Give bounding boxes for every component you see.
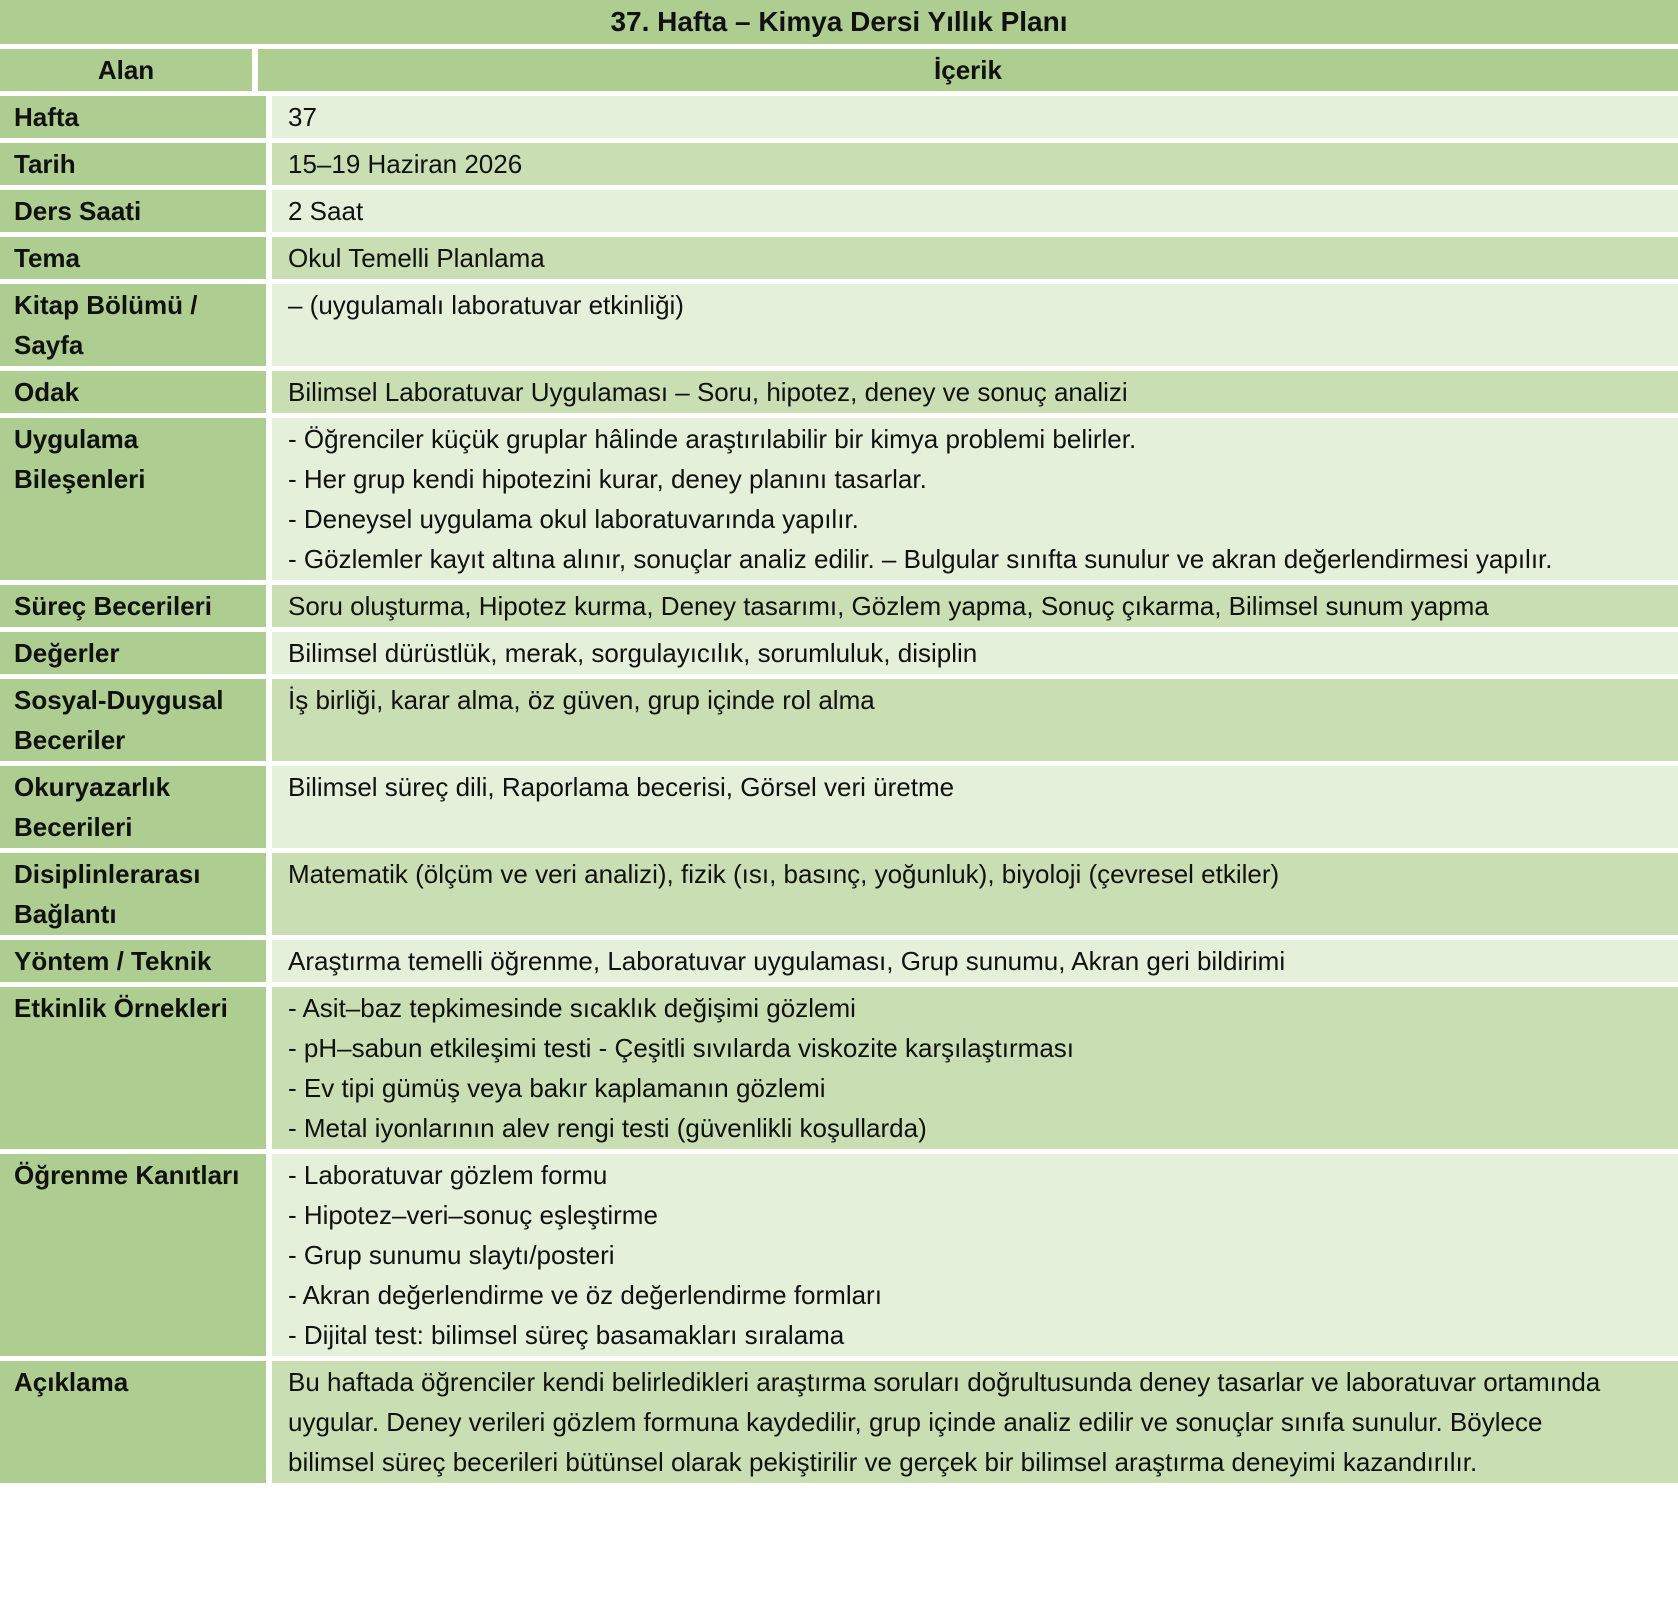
row-label: Tema	[0, 237, 266, 279]
content-line: - pH–sabun etkileşimi testi - Çeşitli sıvılarda viskozite karşılaştırması	[288, 1033, 1075, 1063]
row-content	[272, 853, 1678, 935]
table-row	[0, 987, 1678, 1149]
table-row	[0, 1361, 1678, 1483]
row-label: Değerler	[0, 632, 266, 674]
content-line: - Öğrenciler küçük gruplar hâlinde araştırılabilir bir kimya problemi belirler.	[288, 424, 1137, 454]
table-title: 37. Hafta – Kimya Dersi Yıllık Planı	[0, 0, 1678, 44]
content-line: - Akran değerlendirme ve öz değerlendirme formları	[288, 1280, 882, 1310]
table-row	[0, 1154, 1678, 1356]
content-line: - Deneysel uygulama okul laboratuvarında yapılır.	[288, 504, 859, 534]
table-row	[0, 284, 1678, 366]
content-line: - Her grup kendi hipotezini kurar, deney planını tasarlar.	[288, 464, 927, 494]
content-line: Bilimsel süreç dili, Raporlama becerisi, Görsel veri üretme	[288, 772, 955, 802]
row-label: Hafta	[0, 96, 266, 138]
header-row	[0, 49, 1678, 91]
content-line: Matematik (ölçüm ve veri analizi), fizik (ısı, basınç, yoğunluk), biyoloji (çevresel etkiler)	[288, 859, 1280, 889]
row-label: Disiplinlerarası Bağlantı	[0, 853, 266, 935]
row-label: Tarih	[0, 143, 266, 185]
table-row	[0, 940, 1678, 982]
row-content	[272, 766, 1678, 848]
content-line: Bilimsel dürüstlük, merak, sorgulayıcılık, sorumluluk, disiplin	[288, 638, 978, 668]
content-line: - Metal iyonlarının alev rengi testi (güvenlikli koşullarda)	[288, 1113, 927, 1143]
content-line: - Dijital test: bilimsel süreç basamakları sıralama	[288, 1320, 845, 1350]
row-content	[272, 96, 1678, 138]
row-label: Açıklama	[0, 1361, 266, 1483]
table-row	[0, 585, 1678, 627]
content-line: Okul Temelli Planlama	[288, 243, 545, 273]
row-content	[272, 585, 1678, 627]
row-label: Öğrenme Kanıtları	[0, 1154, 266, 1356]
table-row	[0, 237, 1678, 279]
content-line: - Hipotez–veri–sonuç eşleştirme	[288, 1200, 658, 1230]
row-label: Sosyal-Duygusal Beceriler	[0, 679, 266, 761]
row-content	[272, 940, 1678, 982]
row-content	[272, 237, 1678, 279]
content-line: - Laboratuvar gözlem formu	[288, 1160, 608, 1190]
row-content	[272, 632, 1678, 674]
table-row	[0, 143, 1678, 185]
row-content	[272, 1361, 1678, 1483]
content-line: İş birliği, karar alma, öz güven, grup içinde rol alma	[288, 685, 875, 715]
row-label: Etkinlik Örnekleri	[0, 987, 266, 1149]
content-line: Araştırma temelli öğrenme, Laboratuvar uygulaması, Grup sunumu, Akran geri bildirimi	[288, 946, 1286, 976]
row-label: Ders Saati	[0, 190, 266, 232]
table-row	[0, 418, 1678, 580]
row-content	[272, 1154, 1678, 1356]
content-line: 15–19 Haziran 2026	[288, 149, 523, 179]
table-row	[0, 190, 1678, 232]
table-row	[0, 371, 1678, 413]
row-label: Yöntem / Teknik	[0, 940, 266, 982]
table-row	[0, 632, 1678, 674]
row-content	[272, 987, 1678, 1149]
table-row	[0, 679, 1678, 761]
row-label: Okuryazarlık Becerileri	[0, 766, 266, 848]
content-line: 37	[288, 102, 317, 132]
row-content	[272, 371, 1678, 413]
content-line: Bu haftada öğrenciler kendi belirledikleri araştırma soruları doğrultusunda deney tasarlar ve laboratuvar ortamında uygular. Deney verileri gözlem formuna kaydedilir, grup içinde analiz edilir ve sonuçlar sınıfa sunulur. Böylece bilimsel süreç becerileri bütünsel olarak pekiştirilir ve gerçek bir bilimsel araştırma deneyimi kazandırılır.	[288, 1367, 1601, 1477]
header-cell-icerik: İçerik	[258, 49, 1678, 91]
table-body	[0, 96, 1678, 1483]
table-row	[0, 96, 1678, 138]
row-content	[272, 679, 1678, 761]
table-row	[0, 853, 1678, 935]
header-cell-alan: Alan	[0, 49, 252, 91]
content-line: 2 Saat	[288, 196, 364, 226]
row-label: Kitap Bölümü / Sayfa	[0, 284, 266, 366]
row-label: Süreç Becerileri	[0, 585, 266, 627]
row-label: Uygulama Bileşenleri	[0, 418, 266, 580]
row-content	[272, 284, 1678, 366]
content-line: - Gözlemler kayıt altına alınır, sonuçlar analiz edilir. – Bulgular sınıfta sunulur ve akran değerlendirmesi yapılır.	[288, 544, 1553, 574]
row-content	[272, 418, 1678, 580]
row-content	[272, 190, 1678, 232]
content-line: Bilimsel Laboratuvar Uygulaması – Soru, hipotez, deney ve sonuç analizi	[288, 377, 1128, 407]
content-line: - Ev tipi gümüş veya bakır kaplamanın gözlemi	[288, 1073, 826, 1103]
content-line: - Asit–baz tepkimesinde sıcaklık değişimi gözlemi	[288, 993, 856, 1023]
content-line: Soru oluşturma, Hipotez kurma, Deney tasarımı, Gözlem yapma, Sonuç çıkarma, Bilimsel sunum yapma	[288, 591, 1489, 621]
content-line: – (uygulamalı laboratuvar etkinliği)	[288, 290, 684, 320]
content-line: - Grup sunumu slaytı/posteri	[288, 1240, 615, 1270]
row-content	[272, 143, 1678, 185]
table-row	[0, 766, 1678, 848]
row-label: Odak	[0, 371, 266, 413]
